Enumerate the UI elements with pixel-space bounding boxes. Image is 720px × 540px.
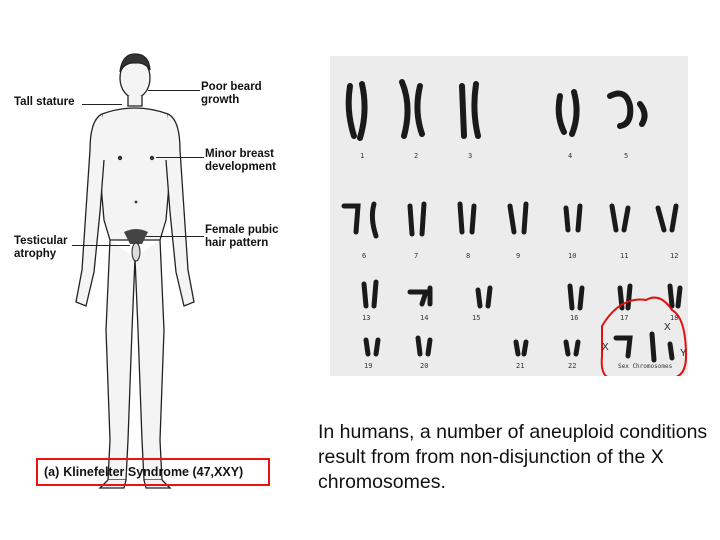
chromosome-number: 8 — [466, 252, 471, 260]
chromosome-number: 9 — [516, 252, 521, 260]
chromosome-number: 14 — [420, 314, 429, 322]
y-chromosome-label: Y — [680, 348, 687, 359]
label-tall-stature: Tall stature — [14, 96, 75, 108]
label-minor-breast: Minor breast development — [205, 148, 276, 173]
chromosome-number: 4 — [568, 152, 573, 160]
chromosome-number: 16 — [570, 314, 579, 322]
x-chromosome-label: X — [602, 342, 609, 353]
chromosome-number: 15 — [472, 314, 481, 322]
chromosome-number: 20 — [420, 362, 429, 370]
klinefelter-figure-panel — [0, 40, 300, 500]
sex-chromosomes-label: Sex Chromosomes — [618, 363, 673, 370]
chromosome-number: 19 — [364, 362, 373, 370]
karyotype-chromosomes — [330, 56, 688, 376]
leader-line — [148, 90, 200, 91]
description-text: In humans, a number of aneuploid conditions result from from non-disjunction of the X chromosomes. — [318, 421, 708, 493]
karyotype-panel — [330, 56, 688, 376]
leader-line — [72, 245, 130, 246]
chromosome-number: 17 — [620, 314, 629, 322]
chromosome-number: 10 — [568, 252, 577, 260]
chromosome-number: 2 — [414, 152, 419, 160]
human-figure-illustration — [0, 40, 300, 500]
label-poor-beard: Poor beard growth — [201, 81, 262, 106]
x-chromosome-label-2: X — [664, 322, 671, 333]
chromosome-number: 3 — [468, 152, 473, 160]
leader-line — [146, 236, 204, 237]
chromosome-number: 1 — [360, 152, 365, 160]
caption-letter: (a) — [44, 465, 60, 479]
chromosome-number: 21 — [516, 362, 525, 370]
caption-text: Klinefelter Syndrome (47,XXY) — [63, 465, 244, 479]
chromosome-number: 12 — [670, 252, 679, 260]
label-testicular-atrophy: Testicular atrophy — [14, 235, 68, 260]
leader-line — [156, 157, 204, 158]
chromosome-number: 18 — [670, 314, 679, 322]
chromosome-number: 11 — [620, 252, 629, 260]
chromosome-number: 22 — [568, 362, 577, 370]
figure-caption-box — [36, 458, 270, 486]
chromosome-number: 7 — [414, 252, 419, 260]
leader-line — [82, 104, 122, 105]
chromosome-number: 13 — [362, 314, 371, 322]
chromosome-number: 5 — [624, 152, 629, 160]
chromosome-number: 6 — [362, 252, 367, 260]
label-female-pubic: Female pubic hair pattern — [205, 224, 279, 249]
